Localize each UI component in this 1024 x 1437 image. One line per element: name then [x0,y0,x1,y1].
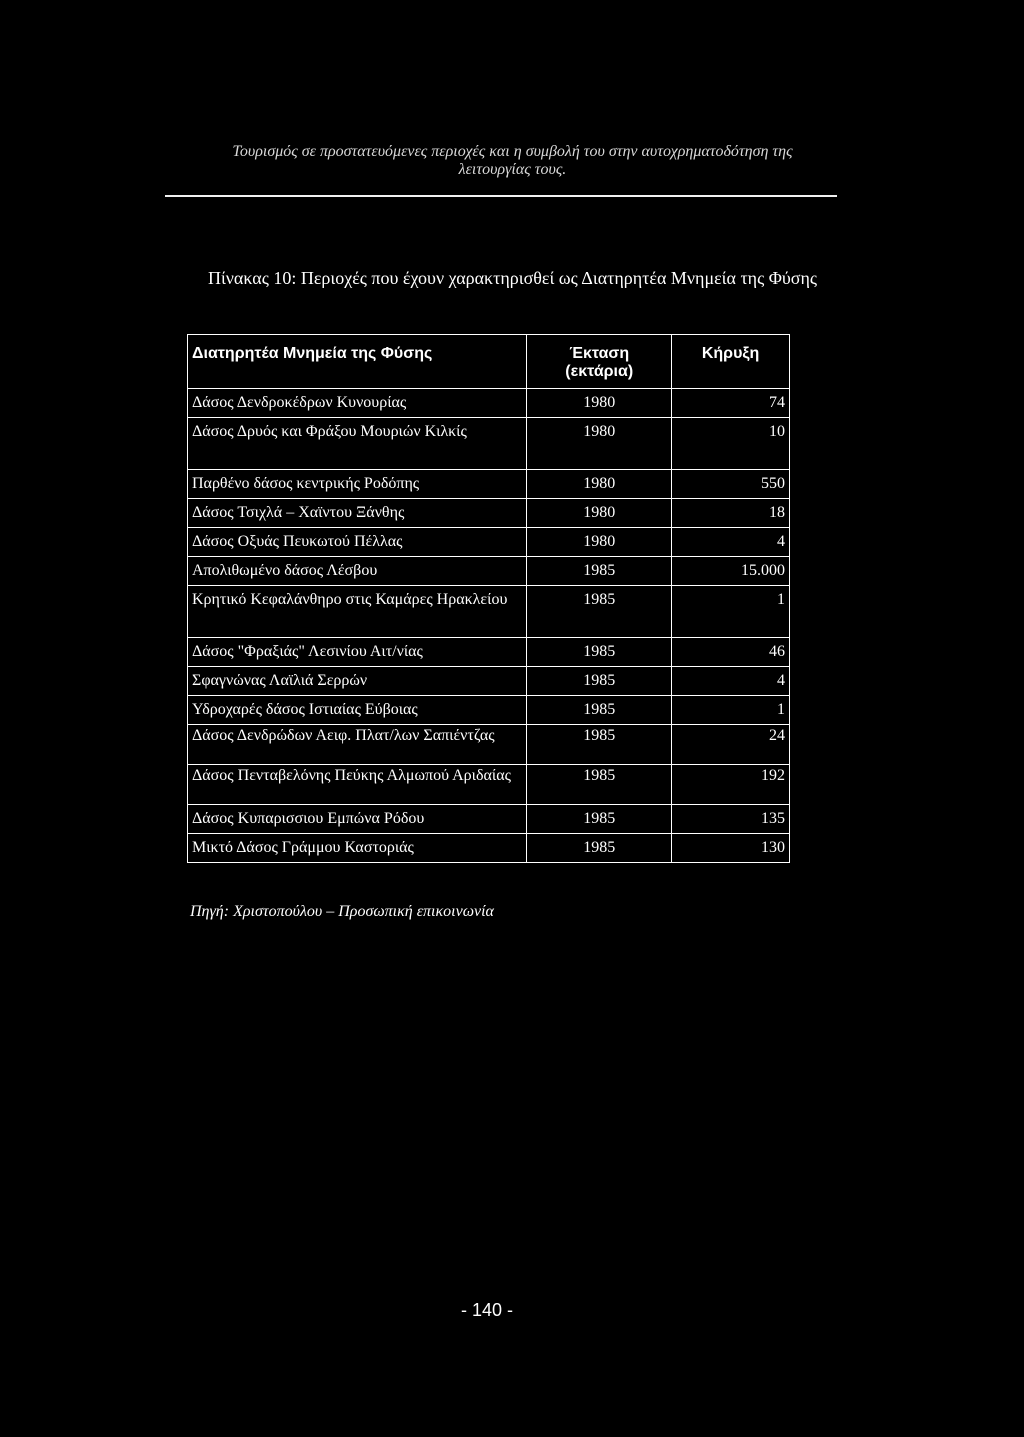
cell-name: Δάσος "Φραξιάς" Λεσινίου Αιτ/νίας [188,638,527,667]
column-header-area [527,335,672,389]
page-number: - 140 - [460,1300,514,1320]
table-row [188,499,790,528]
cell-declaration: 550 [672,470,790,499]
table-row [188,470,790,499]
cell-name: Υδροχαρές δάσος Ιστιαίας Εύβοιας [188,696,527,725]
cell-name: Δάσος Δενδροκέδρων Κυνουρίας [188,389,527,418]
cell-area: 1985 [527,725,672,765]
cell-area: 1985 [527,696,672,725]
cell-declaration: 10 [672,418,790,470]
table-row [188,765,790,805]
cell-name: Δάσος Δενδρώδων Αειφ. Πλατ/λων Σαπιέντζας [188,725,527,765]
natural-monuments-table [187,334,790,863]
cell-area: 1980 [527,418,672,470]
cell-name: Σφαγνώνας Λαϊλιά Σερρών [188,667,527,696]
cell-declaration: 74 [672,389,790,418]
column-header-declaration: Κήρυξη [672,335,790,389]
cell-declaration: 192 [672,765,790,805]
running-header-line-2: λειτουργίας τους. [458,161,567,178]
cell-name: Παρθένο δάσος κεντρικής Ροδόπης [188,470,527,499]
table-row [188,725,790,765]
cell-name: Απολιθωμένο δάσος Λέσβου [188,557,527,586]
cell-area: 1985 [527,765,672,805]
table-row [188,805,790,834]
table-row [188,667,790,696]
column-header-area-line-1: Έκταση [569,345,630,362]
cell-name: Δάσος Πενταβελόνης Πεύκης Αλμωπού Αριδαίας [188,765,527,805]
cell-declaration: 18 [672,499,790,528]
cell-declaration: 130 [672,834,790,863]
table-row [188,638,790,667]
table-row [188,418,790,470]
column-header-name: Διατηρητέα Μνημεία της Φύσης [188,335,527,389]
running-header-line-1: Τουρισμός σε προστατευόμενες περιοχές και η συμβολή του στην αυτοχρηματοδότηση της [232,143,793,160]
table-row [188,528,790,557]
table-row [188,696,790,725]
cell-area: 1980 [527,470,672,499]
table-caption: Πίνακας 10: Περιοχές που έχουν χαρακτηρισθεί ως Διατηρητέα Μνημεία της Φύσης [207,268,818,288]
cell-declaration: 135 [672,805,790,834]
cell-declaration: 15.000 [672,557,790,586]
cell-area: 1985 [527,667,672,696]
cell-area: 1985 [527,638,672,667]
cell-name: Δάσος Δρυός και Φράξου Μουριών Κιλκίς [188,418,527,470]
cell-declaration: 24 [672,725,790,765]
cell-name: Δάσος Οξυάς Πευκωτού Πέλλας [188,528,527,557]
cell-declaration: 1 [672,696,790,725]
source-note: Πηγή: Χριστοπούλου – Προσωπική επικοινωνία [190,903,494,920]
cell-name: Κρητικό Κεφαλάνθηρο στις Καμάρες Ηρακλείου [188,586,527,638]
cell-area: 1985 [527,586,672,638]
table-row [188,834,790,863]
cell-declaration: 4 [672,528,790,557]
cell-area: 1980 [527,389,672,418]
cell-area: 1985 [527,834,672,863]
cell-name: Δάσος Τσιχλά – Χαϊντου Ξάνθης [188,499,527,528]
running-header [140,143,885,179]
cell-area: 1985 [527,557,672,586]
cell-name: Δάσος Κυπαρισσιου Εμπώνα Ρόδου [188,805,527,834]
table-header-row [188,335,790,389]
cell-name: Μικτό Δάσος Γράμμου Καστοριάς [188,834,527,863]
table-row [188,586,790,638]
cell-declaration: 4 [672,667,790,696]
cell-area: 1980 [527,499,672,528]
cell-area: 1985 [527,805,672,834]
cell-declaration: 46 [672,638,790,667]
header-divider [165,195,837,197]
table-row [188,389,790,418]
column-header-area-line-2: (εκτάρια) [565,363,634,380]
table-row [188,557,790,586]
cell-area: 1980 [527,528,672,557]
cell-declaration: 1 [672,586,790,638]
